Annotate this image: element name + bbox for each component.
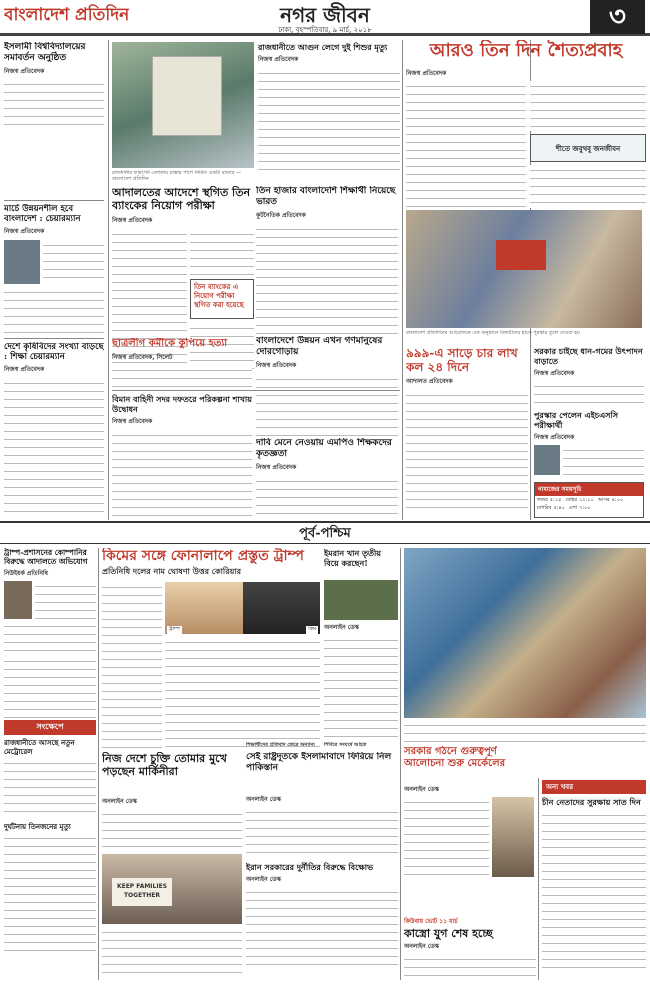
headline: রাজধানীতে আগুন লেগে দুই শিশুর মৃত্যু xyxy=(258,42,388,52)
headline: বিমান বাহিনী সদর দফতরে পরিকল্পনা শাখায় উদ্বোধন xyxy=(112,394,252,414)
protest-sign: KEEP FAMILIES TOGETHER xyxy=(112,878,172,906)
prayer-entry xyxy=(598,497,623,505)
story-merkel-headline xyxy=(404,746,534,780)
body-text xyxy=(256,374,398,436)
prayer-time: ১২:১০ xyxy=(579,497,594,503)
headline: দাবি মেনে নেওয়ায় এমপিও শিক্ষকদের কৃতজ্ঞতা xyxy=(256,438,392,459)
headline: কিমের সঙ্গে ফোনালাপে প্রস্তুত ট্রাম্প xyxy=(102,548,304,564)
byline: নিজস্ব প্রতিবেদক xyxy=(112,418,153,425)
headline: বাংলাদেশে উন্নয়ন এখন গণমানুষের দোরগোড়ায় xyxy=(256,336,383,357)
column-divider xyxy=(538,778,539,980)
section-label: পূর্ব-পশ্চিম xyxy=(299,526,351,541)
rule xyxy=(112,390,400,391)
trump-photo xyxy=(165,582,243,634)
body-text xyxy=(258,68,400,176)
body-text xyxy=(256,224,398,336)
banner xyxy=(152,56,222,136)
prayer-time: ৪:০০ xyxy=(611,497,624,503)
kicker: কিউবায় ভোট ১১ মার্চ xyxy=(404,918,458,925)
byline: নিজস্ব প্রতিবেদক xyxy=(256,362,297,369)
byline: অনলাইন ডেস্ক xyxy=(246,796,281,803)
event-photo xyxy=(406,210,642,328)
story-cold xyxy=(406,68,646,208)
prayer-entry xyxy=(537,505,565,513)
headline: চীন নেতাদের সুরক্ষায় সাত দিন xyxy=(542,797,641,807)
story-bcl xyxy=(112,338,252,390)
story-us xyxy=(102,796,242,980)
prayer-time: ৭:০০ xyxy=(579,505,591,511)
byline: নিজস্ব প্রতিবেদক xyxy=(534,370,575,377)
prayer-time: ৫:১৫ xyxy=(549,497,562,503)
body-text xyxy=(406,81,526,208)
byline: নিজস্ব প্রতিবেদক xyxy=(406,70,447,77)
headline: নিজ দেশে চুক্তি তোমার মুখে পড়ছেন মার্কিনীরা xyxy=(102,752,227,778)
headline: ৯৯৯-এ সাড়ে চার লাখ কল ২৪ দিনে xyxy=(406,346,518,374)
story-imran xyxy=(324,580,398,740)
photo-caption: বাংলাদেশ প্রতিদিনের আয়োজনে এক অনুষ্ঠানে বিজয়ীদের হাতে পুরস্কার তুলে দেওয়া হয় xyxy=(406,330,580,336)
body-text xyxy=(102,582,162,748)
headline: আরও তিন দিন শৈত্যপ্রবাহ xyxy=(429,40,623,61)
story-iran xyxy=(246,862,398,980)
headline: সরকার গঠনে গুরুত্বপূর্ণ আলোচনা শুরু মের্কেলের xyxy=(404,746,506,769)
story-side-headline: শিবিরে সংঘর্ষে আহত xyxy=(324,742,367,748)
story-cold-headline xyxy=(406,40,646,66)
headline: ছাত্রলীগ কর্মীকে কুপিয়ে হত্যা xyxy=(112,338,228,349)
byline: নিউইয়র্ক প্রতিনিধি xyxy=(4,570,48,577)
rule xyxy=(4,200,104,201)
kim-photo xyxy=(243,582,321,634)
brief-box xyxy=(4,720,96,980)
story-us-headline xyxy=(102,752,242,792)
byline: অনলাইন ডেস্ক xyxy=(404,786,439,793)
body-text xyxy=(406,390,528,510)
body-text xyxy=(190,229,254,275)
headline: সেই রাষ্ট্রদূতকে ইসলামাবাদে ফিরিয়ে নিল পাকিস্তান xyxy=(246,752,392,773)
body-text xyxy=(102,927,242,980)
byline: নিজস্ব প্রতিবেদক xyxy=(4,366,45,373)
section-rule xyxy=(0,521,650,523)
body-text xyxy=(563,445,644,475)
page-number: ৩ xyxy=(590,0,645,34)
body-text xyxy=(4,621,96,651)
crowd-photo xyxy=(404,548,646,718)
body-text xyxy=(404,954,536,976)
headline: সরকার চাইছে ধান-গমের উৎপাদন বাড়াতে xyxy=(534,346,643,366)
byline: নিজস্ব প্রতিবেদক xyxy=(4,228,45,235)
prayer-row: এশা xyxy=(568,505,578,511)
subheadline: প্রতিনিধি দলের নাম ঘোষণা উত্তর কোরিয়ার xyxy=(102,567,242,576)
body-text xyxy=(324,635,398,740)
photo-caption: রাজধানীর ফার্মগেট এলাকায় রাস্তার পাশে নির্মিত একটি ব্যানার — বাংলাদেশ প্রতিদিন xyxy=(112,170,242,182)
body-text xyxy=(4,79,104,131)
prayer-time: ৫:৪০ xyxy=(553,505,565,511)
headline: দেশে কৃষিবিদের সংখ্যা বাড়ছে : শিক্ষা চেয়ারম্যান xyxy=(4,342,104,362)
brief-headline: দুর্ঘটনায় তিনজনের মৃত্যু xyxy=(4,822,71,831)
byline: নিজস্ব প্রতিবেদক xyxy=(256,464,297,471)
byline: নিজস্ব প্রতিবেদক, সিলেট xyxy=(112,354,173,361)
byline: আদালত প্রতিবেদক xyxy=(406,378,453,385)
prayer-row: মাগরিব xyxy=(537,505,552,511)
column-divider xyxy=(108,40,109,520)
other-news-label: অন্য খবর xyxy=(542,780,646,794)
brief-label: সংক্ষেপে xyxy=(4,720,96,735)
story-imran-headline xyxy=(324,548,398,576)
body-text xyxy=(4,287,104,334)
byline: নিজস্ব প্রতিবেদক xyxy=(258,56,299,63)
portrait-photo xyxy=(492,797,534,877)
byline: নিজস্ব প্রতিবেদক xyxy=(4,68,45,75)
prayer-entry xyxy=(565,497,593,505)
prayer-entry xyxy=(537,497,561,505)
byline: নিজস্ব প্রতিবেদক xyxy=(112,217,153,224)
prayer-row: যোহর xyxy=(565,497,578,503)
column-divider xyxy=(98,548,99,980)
protest-photo xyxy=(102,854,242,924)
headline: তিন হাজার বাংলাদেশি শিক্ষার্থী নিয়েছে ভারত xyxy=(256,186,396,207)
body-text xyxy=(246,807,398,855)
body-text xyxy=(246,887,398,967)
body-text xyxy=(43,240,104,284)
byline: নিজস্ব প্রতিবেদক xyxy=(534,434,575,441)
story-teachers xyxy=(256,186,398,336)
story-dev xyxy=(256,336,398,436)
body-text xyxy=(35,581,96,619)
headline: আদালতের আদেশে স্থগিত তিন ব্যাংকের নিয়োগ পরীক্ষা xyxy=(112,186,251,212)
byline: কূটনৈতিক প্রতিবেদক xyxy=(256,212,306,219)
body-text xyxy=(530,165,646,208)
headline: ট্রাম্প-প্রশাসনের কোম্পানির বিরুদ্ধে আদালতে অভিযোগ xyxy=(4,548,88,566)
body-text xyxy=(4,833,96,953)
byline: অনলাইন ডেস্ক xyxy=(404,943,439,950)
story-kim-trump xyxy=(102,548,320,748)
body-text xyxy=(534,381,644,406)
portrait-photo xyxy=(4,581,32,619)
headline: মার্চে উন্নয়নশীল হবে বাংলাদেশ : চেয়ারম্যান xyxy=(4,204,81,224)
body-text xyxy=(165,637,320,748)
story-right xyxy=(534,346,644,406)
headline: ইমরান খান তৃতীয় বিয়ে করছেন! xyxy=(324,548,382,568)
column-divider xyxy=(400,548,401,980)
other-news-box xyxy=(542,780,646,980)
portrait-photo xyxy=(324,580,398,620)
body-text xyxy=(112,365,252,387)
section-title: নগর জীবন xyxy=(280,3,370,27)
brand-logo[interactable]: বাংলাদেশ প্রতিদিন xyxy=(4,5,130,25)
body-text xyxy=(530,81,646,131)
body-text xyxy=(4,656,96,718)
story-999 xyxy=(406,346,528,518)
story-pak xyxy=(246,794,398,858)
pull-quote: তিন ব্যাংকের এ নিয়োগ পরীক্ষা স্থগিত করা হয়েছে xyxy=(190,279,254,319)
story-side-headline: শিক্ষার্থীদের প্রতিবাদ জেরে অন্যান্য xyxy=(246,742,315,748)
photo-label: ট্রাম্প xyxy=(169,626,180,632)
body-text xyxy=(542,810,646,970)
prayer-row: আসর xyxy=(597,497,610,503)
prayer-row: ফজর xyxy=(537,497,548,503)
body-text xyxy=(112,430,252,518)
story-fire xyxy=(258,42,400,182)
headline: কাস্ত্রো যুগ শেষ হচ্ছে xyxy=(404,927,493,940)
body-text xyxy=(4,378,104,517)
story-biman xyxy=(112,394,252,518)
story-developing xyxy=(4,204,104,334)
photo-caption xyxy=(404,720,646,744)
photo-label: কিম xyxy=(308,626,316,632)
section-rule xyxy=(0,543,650,544)
prayer-title: নামাজের সময়সূচি xyxy=(535,483,643,496)
byline: অনলাইন ডেস্ক xyxy=(102,798,137,805)
headline: পুরস্কার পেলেন এইচএসসি পরীক্ষার্থী xyxy=(534,410,619,430)
prayer-rows xyxy=(535,496,643,514)
headline: ইসলামী বিশ্ববিদ্যালয়ের সমাবর্তন অনুষ্ঠিত xyxy=(4,42,86,63)
byline: অনলাইন ডেস্ক xyxy=(246,876,281,883)
body-text xyxy=(404,797,489,877)
story-trump-company xyxy=(4,548,96,654)
story-pak-headline xyxy=(246,752,398,792)
body-text xyxy=(102,809,242,851)
body-text xyxy=(256,476,398,518)
inset-box: শীতে জবুথবু জনজীবন xyxy=(530,134,646,162)
prayer-times-box xyxy=(534,482,644,518)
story-castro xyxy=(404,916,536,980)
body-text xyxy=(4,758,96,818)
column-divider xyxy=(402,40,403,520)
story-award xyxy=(534,410,644,480)
story-university xyxy=(4,42,104,132)
portrait-photo xyxy=(4,240,40,284)
dateline: ঢাকা, বৃহস্পতিবার, ৯ মার্চ, ২০১৮ xyxy=(278,26,372,34)
brief-headline: রাজধানীতে আসছে নতুন মেট্রোরেল xyxy=(4,738,75,756)
rule xyxy=(4,338,104,339)
story-merkel xyxy=(404,784,534,914)
award-plaque xyxy=(496,240,546,270)
story-mpo xyxy=(256,438,398,518)
banner-photo xyxy=(112,42,254,168)
byline: অনলাইন ডেস্ক xyxy=(324,624,359,631)
headline: ইরান সরকারের দুর্নীতির বিরুদ্ধে বিক্ষোভ xyxy=(246,862,374,872)
portrait-photo xyxy=(534,445,560,475)
story-agri xyxy=(4,342,104,517)
prayer-entry xyxy=(569,505,591,513)
